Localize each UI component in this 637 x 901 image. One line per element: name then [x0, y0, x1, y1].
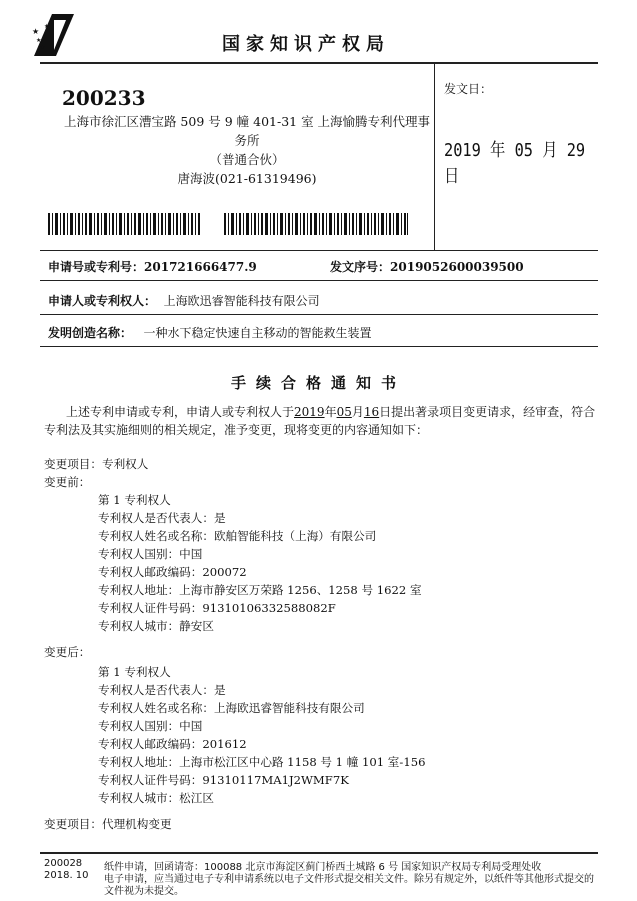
para-month: 05 [336, 405, 352, 419]
change-item-2: 变更项目：代理机构变更 [44, 817, 172, 831]
para-year-unit: 年 [324, 405, 337, 419]
before-line: 专利权人是否代表人：是 [98, 511, 226, 525]
para-suffix: 日提出著录项目变更请求，经审查，符合专利法及其实施细则的相关规定，准予变更，现将变更的内容通知如下： [44, 405, 596, 437]
para-year: 2019 [294, 405, 325, 419]
invention-row [48, 324, 371, 341]
after-line: 第 1 专利权人 [98, 665, 171, 679]
app-no-value: 201721666477.9 [144, 260, 257, 274]
address-line: 唐海波(021-61319496) [177, 171, 317, 186]
footer-line: 纸件申请，回函请寄：100088 北京市海淀区蓟门桥西土城路 6 号 国家知识产权局专利局受理处收 [104, 862, 542, 873]
form-code: 200028 [44, 858, 83, 869]
notice-title: 手续合格通知书 [230, 374, 406, 392]
sent-date: 2019 年 05 月 29 日 [444, 140, 586, 187]
after-line: 专利权人国别：中国 [98, 719, 203, 733]
svg-text:★: ★ [36, 37, 42, 44]
address-line: （普通合伙） [209, 152, 285, 167]
rule [40, 250, 598, 251]
sent-date-label: 发文日： [444, 82, 493, 96]
before-line: 专利权人邮政编码：200072 [98, 565, 247, 579]
before-line: 专利权人城市：静安区 [98, 619, 214, 633]
after-line: 专利权人是否代表人：是 [98, 683, 226, 697]
before-line: 第 1 专利权人 [98, 493, 171, 507]
header-divider [434, 64, 435, 250]
svg-text:★: ★ [40, 44, 46, 51]
before-label: 变更前： [44, 475, 91, 489]
para-prefix: 上述专利申请或专利，申请人或专利权人于 [66, 405, 295, 419]
applicant-label: 申请人或专利权人： [48, 294, 157, 308]
form-version: 2018. 10 [44, 870, 89, 881]
after-line: 专利权人地址：上海市松江区中心路 1158 号 1 幢 101 室-156 [98, 755, 426, 769]
after-line: 专利权人姓名或名称：上海欧迅睿智能科技有限公司 [98, 701, 365, 715]
office-name: 国家知识产权局 [222, 34, 390, 55]
recipient-address [62, 112, 432, 188]
applicant-row [48, 292, 320, 309]
doc-no-label: 发文序号： [330, 260, 391, 274]
footer-line: 电子申请，应当通过电子专利申请系统以电子文件形式提交相关文件。除另有规定外，以纸件等其他形式提交的 [104, 874, 594, 885]
after-line: 专利权人证件号码：91310117MA1J2WMF7K [98, 773, 349, 787]
app-no-label: 申请号或专利号： [48, 260, 145, 274]
barcode-1 [48, 213, 200, 235]
doc-no-value: 2019052600039500 [390, 260, 524, 274]
footer-rule [40, 852, 598, 854]
app-no-row [48, 258, 257, 275]
before-line: 专利权人姓名或名称：欧舶智能科技（上海）有限公司 [98, 529, 377, 543]
before-line: 专利权人地址：上海市静安区万荣路 1256、1258 号 1622 室 [98, 583, 422, 597]
doc-no-row [330, 258, 524, 275]
invention-label: 发明创造名称： [48, 326, 133, 340]
footer-line: 文件视为未提交。 [104, 886, 184, 897]
svg-text:★: ★ [32, 27, 40, 36]
cnipa-logo-icon [30, 12, 78, 58]
invention-value: 一种水下稳定快速自主移动的智能救生装置 [143, 326, 372, 340]
after-label: 变更后： [44, 645, 91, 659]
rule [40, 280, 598, 281]
rule [40, 346, 598, 347]
after-line: 专利权人邮政编码：201612 [98, 737, 247, 751]
rule [40, 314, 598, 315]
applicant-value: 上海欧迅睿智能科技有限公司 [163, 294, 320, 308]
barcode-2 [224, 213, 408, 235]
header-rule [40, 62, 598, 64]
para-month-unit: 月 [351, 405, 364, 419]
svg-text:★: ★ [44, 23, 50, 30]
change-item-1: 变更项目：专利权人 [44, 457, 149, 471]
before-line: 专利权人国别：中国 [98, 547, 203, 561]
before-line: 专利权人证件号码：91310106332588082F [98, 601, 336, 615]
after-line: 专利权人城市：松江区 [98, 791, 214, 805]
address-line: 上海市徐汇区漕宝路 509 号 9 幢 401-31 室 上海愉腾专利代理事务所 [63, 114, 431, 148]
recipient-code: 200233 [62, 86, 146, 110]
para-day: 16 [363, 405, 380, 419]
notice-paragraph [44, 403, 600, 439]
